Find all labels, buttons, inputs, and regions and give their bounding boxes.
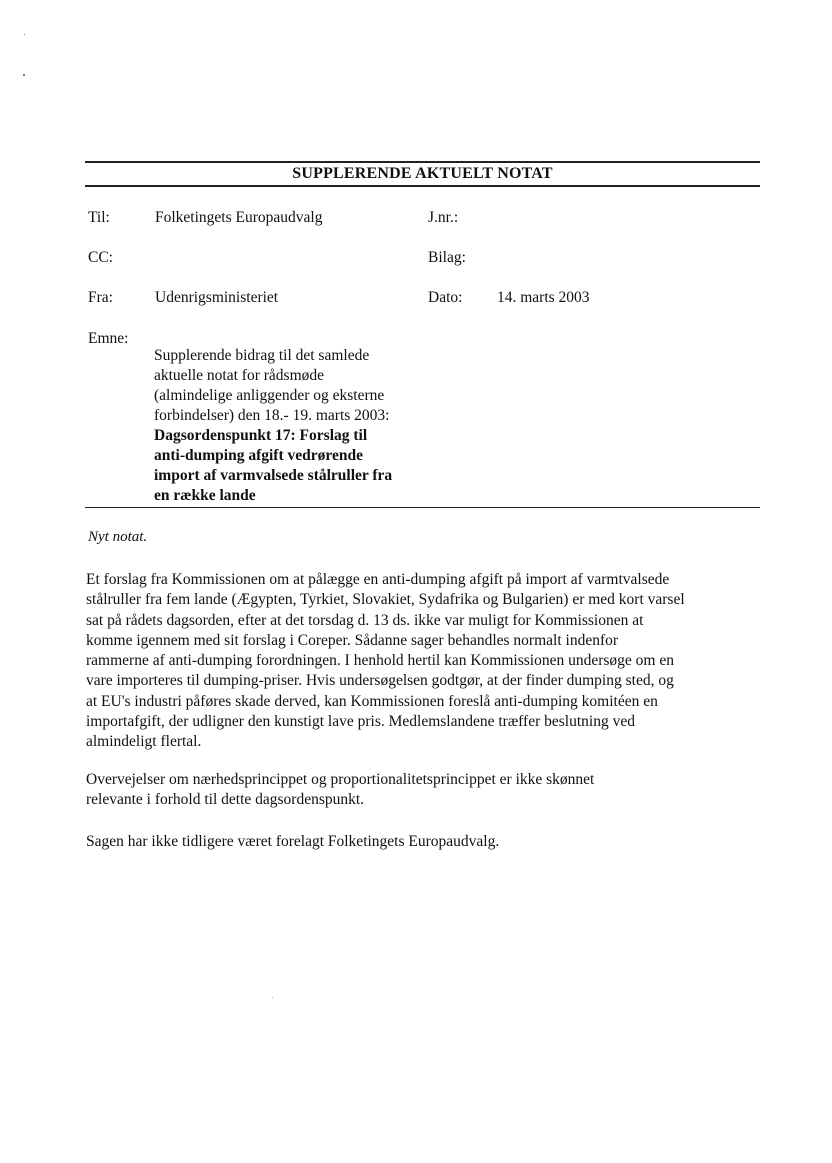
paragraph-line: at EU's industri påføres skade derved, kan Kommissionen foreslå anti-dumping komitéen en [86, 692, 658, 710]
subject-block [154, 346, 444, 506]
body-paragraph-2 [86, 770, 776, 811]
paragraph-line: sat på rådets dagsorden, efter at det torsdag d. 13 ds. ikke var muligt for Kommissionen at [86, 611, 644, 629]
paragraph-line: almindeligt flertal. [86, 733, 202, 751]
subject-bold-line: en række lande [154, 487, 256, 504]
subject-bold-line: import af varmvalsede stålruller fra [154, 467, 393, 484]
body-paragraph-3 [86, 832, 776, 852]
paragraph-line: Overvejelser om nærhedsprincippet og proportionalitetsprincippet er ikke skønnet [86, 771, 595, 788]
subject-bottom-rule [85, 507, 760, 508]
paragraph-line: importafgift, der udligner den kunstigt lave pris. Medlemslandene træffer beslutning ved [86, 713, 635, 731]
dato-label: Dato: [428, 289, 463, 306]
bilag-label: Bilag: [428, 249, 466, 266]
note-label: Nyt notat. [88, 529, 148, 545]
jnr-label: J.nr.: [428, 209, 459, 226]
body-paragraph-1 [86, 570, 776, 753]
fra-value: Udenrigsministeriet [155, 289, 279, 306]
document-title: SUPPLERENDE AKTUELT NOTAT [292, 165, 553, 182]
subject-bold-line: Dagsordenspunkt 17: Forslag til [154, 427, 368, 444]
paragraph-line: stålruller fra fem lande (Ægypten, Tyrkiet, Slovakiet, Sydafrika og Bulgarien) er med kort varsel [86, 591, 685, 609]
emne-label: Emne: [88, 330, 129, 347]
fra-label: Fra: [88, 289, 113, 306]
paragraph-line: Et forslag fra Kommissionen om at pålægge en anti-dumping afgift på import af varmtvalsede [86, 571, 670, 588]
paragraph-line: Sagen har ikke tidligere været forelagt Folketingets Europaudvalg. [86, 833, 500, 850]
scan-speck [272, 997, 273, 998]
subject-line: aktuelle notat for rådsmøde [154, 367, 325, 384]
scan-speck [23, 74, 25, 76]
header-bottom-rule [85, 185, 760, 187]
subject-bold-line: anti-dumping afgift vedrørende [154, 447, 363, 464]
subject-line: forbindelser) den 18.- 19. marts 2003: [154, 407, 390, 424]
paragraph-line: vare importeres til dumping-priser. Hvis undersøgelsen godtgør, at der finder dumping sted, og [86, 672, 674, 690]
til-value: Folketingets Europaudvalg [155, 209, 323, 226]
subject-line: Supplerende bidrag til det samlede [154, 347, 370, 364]
cc-label: CC: [88, 249, 113, 266]
paragraph-line: komme igennem med sit forslag i Coreper. Sådanne sager behandles normalt indenfor [86, 631, 619, 649]
header-top-rule [85, 161, 760, 163]
paragraph-line: relevante i forhold til dette dagsordenspunkt. [86, 791, 365, 809]
paragraph-line: rammerne af anti-dumping forordningen. I henhold hertil kan Kommissionen undersøge om en [86, 652, 674, 670]
til-label: Til: [88, 209, 110, 226]
scan-speck [24, 34, 25, 35]
subject-line: (almindelige anliggender og eksterne [154, 387, 385, 404]
dato-value: 14. marts 2003 [497, 289, 590, 306]
